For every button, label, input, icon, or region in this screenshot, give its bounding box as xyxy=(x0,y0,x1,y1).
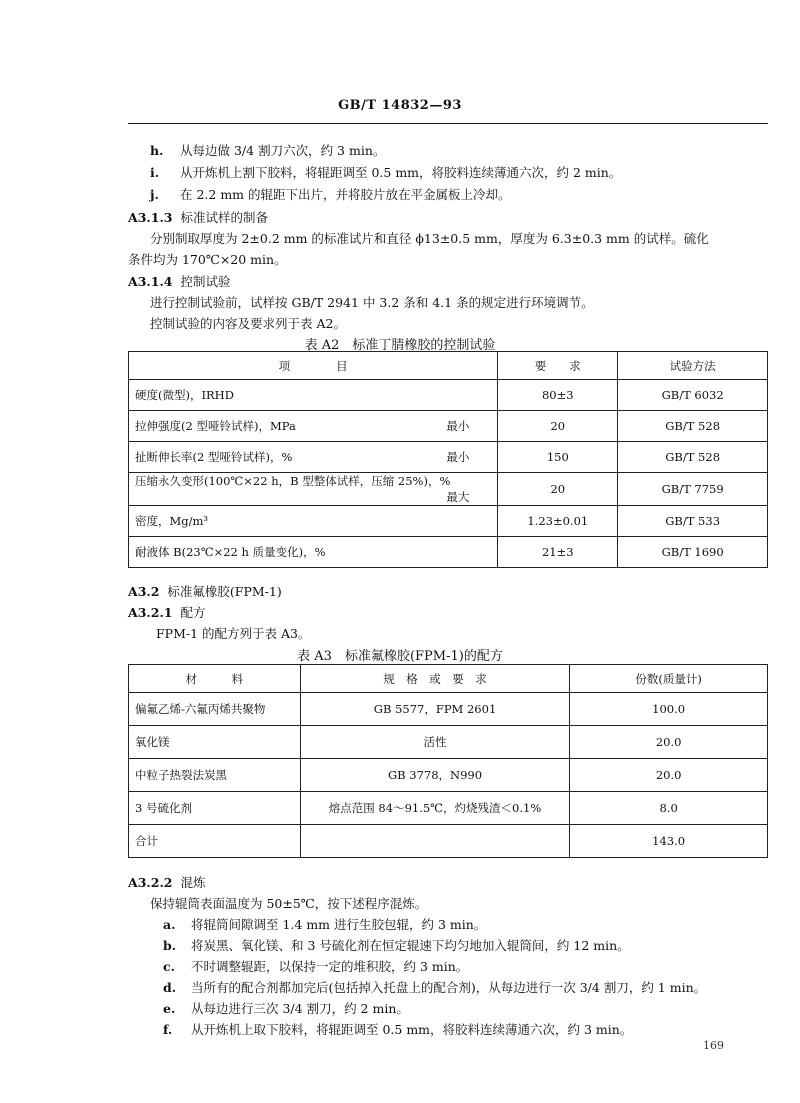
step-label: i. xyxy=(150,165,160,180)
limit-text: 最小 xyxy=(446,419,470,433)
section-number: A3.2.1 xyxy=(128,605,173,620)
step-j xyxy=(150,185,511,203)
section-a313-heading xyxy=(128,208,268,226)
step-label: f. xyxy=(163,1022,173,1037)
item-cell xyxy=(129,537,498,568)
method-cell: GB/T 1690 xyxy=(618,537,768,568)
item-cell xyxy=(129,442,498,473)
step-label: d. xyxy=(163,980,177,995)
spec-cell: 熔点范围 84～91.5℃，灼烧残渣＜0.1% xyxy=(300,792,570,825)
header-requirement: 要 求 xyxy=(498,352,618,380)
requirement-cell: 80±3 xyxy=(498,380,618,411)
step-text: 从每边做 3/4 割刀六次，约 3 min。 xyxy=(180,143,386,158)
step-text: 不时调整辊距，以保持一定的堆积胶，约 3 min。 xyxy=(191,959,469,974)
step-h xyxy=(150,141,385,159)
section-title: 标准试样的制备 xyxy=(180,210,268,225)
parts-cell: 20.0 xyxy=(570,726,768,759)
step-text: 将辊筒间隙调至 1.4 mm 进行生胶包辊，约 3 min。 xyxy=(191,917,487,932)
parts-cell: 143.0 xyxy=(570,825,768,858)
table-a2 xyxy=(128,351,768,568)
section-a313-body-line1: 分别制取厚度为 2±0.2 mm 的标准试片和直径 ϕ13±0.5 mm，厚度为 6.3±0.3 mm 的试样。硫化 xyxy=(150,231,709,246)
spec-cell: 活性 xyxy=(300,726,570,759)
section-a321-body: FPM-1 的配方列于表 A3。 xyxy=(156,626,311,641)
table-row xyxy=(129,792,768,825)
table-row xyxy=(129,473,768,506)
table-row xyxy=(129,442,768,473)
header-item: 项 目 xyxy=(129,352,498,380)
step-label: j. xyxy=(150,187,159,202)
material-cell: 氧化镁 xyxy=(129,726,301,759)
table-row xyxy=(129,506,768,537)
item-cell xyxy=(129,473,498,506)
item-text: 拉伸强度(2 型哑铃试样)，MPa xyxy=(135,419,296,433)
mixing-step-e xyxy=(163,999,409,1017)
section-a314-body-line2: 控制试验的内容及要求列于表 A2。 xyxy=(150,316,346,331)
header-rule xyxy=(128,123,768,124)
step-text: 从开炼机上取下胶料，将辊距调至 0.5 mm，将胶料连续薄通六次，约 3 min。 xyxy=(191,1022,633,1037)
item-text: 密度，Mg/m³ xyxy=(135,514,209,528)
mixing-step-f xyxy=(163,1020,632,1038)
step-label: a. xyxy=(163,917,176,932)
mixing-step-a xyxy=(163,915,486,933)
method-cell: GB/T 528 xyxy=(618,411,768,442)
mixing-step-d xyxy=(163,978,706,996)
table-a3-caption: 表 A3 标准氟橡胶(FPM-1)的配方 xyxy=(297,649,503,664)
item-cell xyxy=(129,411,498,442)
spec-cell: GB 5577，FPM 2601 xyxy=(300,693,570,726)
step-label: e. xyxy=(163,1001,176,1016)
section-a32-heading xyxy=(128,582,282,600)
method-cell: GB/T 7759 xyxy=(618,473,768,506)
section-a314-body-line1: 进行控制试验前，试样按 GB/T 2941 中 3.2 条和 4.1 条的规定进行环境调节。 xyxy=(150,295,594,310)
section-title: 标准氟橡胶(FPM-1) xyxy=(167,584,282,599)
section-number: A3.2 xyxy=(128,584,160,599)
material-cell: 偏氟乙烯-六氟丙烯共聚物 xyxy=(129,693,301,726)
parts-cell: 100.0 xyxy=(570,693,768,726)
requirement-cell: 21±3 xyxy=(498,537,618,568)
limit-text: 最大 xyxy=(446,490,470,504)
step-text: 在 2.2 mm 的辊距下出片，并将胶片放在平金属板上冷却。 xyxy=(180,187,511,202)
material-cell: 合计 xyxy=(129,825,301,858)
item-text: 扯断伸长率(2 型哑铃试样)，% xyxy=(135,450,293,464)
requirement-cell: 20 xyxy=(498,473,618,506)
table-row xyxy=(129,693,768,726)
section-a322-intro: 保持辊筒表面温度为 50±5℃，按下述程序混炼。 xyxy=(150,896,428,911)
section-number: A3.1.4 xyxy=(128,274,173,289)
table-row xyxy=(129,726,768,759)
mixing-step-c xyxy=(163,957,468,975)
item-text: 压缩永久变形(100℃×22 h，B 型整体试样，压缩 25%)，% xyxy=(135,474,451,488)
table-row xyxy=(129,380,768,411)
requirement-cell: 150 xyxy=(498,442,618,473)
page-number: 169 xyxy=(703,1039,724,1052)
table-header-row xyxy=(129,665,768,693)
step-label: b. xyxy=(163,938,177,953)
header-spec: 规 格 或 要 求 xyxy=(300,665,570,693)
section-a322-heading xyxy=(128,873,205,891)
table-a2-caption: 表 A2 标准丁腈橡胶的控制试验 xyxy=(304,338,496,353)
table-row xyxy=(129,537,768,568)
table-header-row xyxy=(129,352,768,380)
spec-cell: GB 3778，N990 xyxy=(300,759,570,792)
step-label: c. xyxy=(163,959,175,974)
item-cell xyxy=(129,380,498,411)
section-number: A3.1.3 xyxy=(128,210,173,225)
header-method: 试验方法 xyxy=(618,352,768,380)
section-title: 混炼 xyxy=(180,875,206,890)
spec-cell xyxy=(300,825,570,858)
requirement-cell: 20 xyxy=(498,411,618,442)
step-text: 将炭黑、氧化镁、和 3 号硫化剂在恒定辊速下均匀地加入辊筒间，约 12 min。 xyxy=(191,938,630,953)
material-cell: 3 号硫化剂 xyxy=(129,792,301,825)
requirement-cell: 1.23±0.01 xyxy=(498,506,618,537)
step-text: 从开炼机上割下胶料，将辊距调至 0.5 mm，将胶料连续薄通六次，约 2 min。 xyxy=(180,165,622,180)
section-title: 控制试验 xyxy=(180,274,231,289)
section-a314-heading xyxy=(128,272,230,290)
method-cell: GB/T 528 xyxy=(618,442,768,473)
mixing-step-b xyxy=(163,936,630,954)
section-a321-heading xyxy=(128,603,205,621)
header-material: 材 料 xyxy=(129,665,301,693)
parts-cell: 8.0 xyxy=(570,792,768,825)
header-parts: 份数(质量计) xyxy=(570,665,768,693)
section-number: A3.2.2 xyxy=(128,875,173,890)
step-text: 当所有的配合剂都加完后(包括掉入托盘上的配合剂)，从每边进行一次 3/4 割刀，约 1 min。 xyxy=(191,980,707,995)
section-a313-body-line2: 条件均为 170℃×20 min。 xyxy=(128,252,287,267)
table-a3 xyxy=(128,664,768,858)
limit-text: 最小 xyxy=(446,450,470,464)
table-row xyxy=(129,411,768,442)
method-cell: GB/T 6032 xyxy=(618,380,768,411)
item-text: 耐液体 B(23℃×22 h 质量变化)，% xyxy=(135,545,326,559)
table-row xyxy=(129,825,768,858)
step-label: h. xyxy=(150,143,164,158)
standard-code-header: GB/T 14832—93 xyxy=(338,98,462,113)
material-cell: 中粒子热裂法炭黑 xyxy=(129,759,301,792)
step-i xyxy=(150,163,621,181)
parts-cell: 20.0 xyxy=(570,759,768,792)
step-text: 从每边进行三次 3/4 割刀，约 2 min。 xyxy=(191,1001,409,1016)
table-row xyxy=(129,759,768,792)
item-text: 硬度(微型)，IRHD xyxy=(135,388,234,402)
method-cell: GB/T 533 xyxy=(618,506,768,537)
item-cell xyxy=(129,506,498,537)
section-title: 配方 xyxy=(180,605,206,620)
